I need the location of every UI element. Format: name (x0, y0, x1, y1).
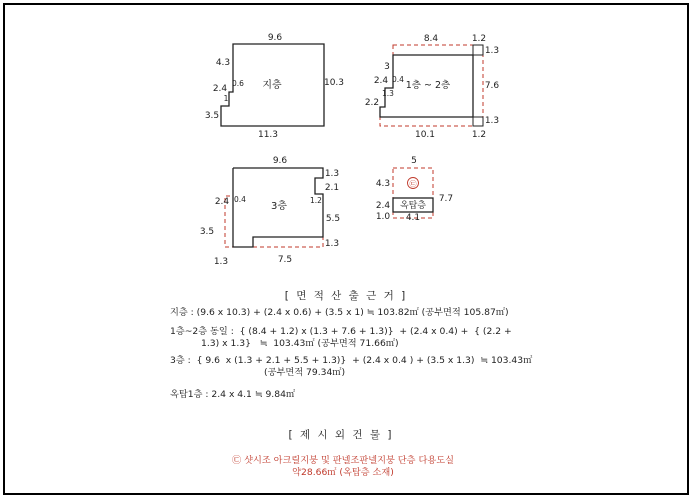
floor12-dim-left-top: 3 (384, 62, 390, 72)
basement-label: 지층 (262, 80, 282, 91)
basement-dim-bottom: 11.3 (257, 130, 279, 140)
basement-dim-left-mid: 2.4 (212, 84, 228, 94)
area-line-floor12-b: 1.3) x 1.3} ≒ 103.43㎡ (공부면적 71.66㎡) (201, 338, 399, 349)
floor12-corner-top (473, 45, 483, 55)
rooftop-dim-left-mid: 2.4 (375, 201, 391, 211)
floor12-dim-left-mid: 2.4 (373, 76, 389, 86)
floor3-dim-right-top: 1.3 (324, 169, 340, 179)
area-line-floor3-b: (공부면적 79.34㎡) (264, 367, 346, 378)
floor3-dim-top: 9.6 (272, 156, 288, 166)
area-section-header: [ 면 적 산 출 근 거 ] (284, 290, 408, 302)
floor12-dim-step-a: 0.4 (392, 75, 404, 84)
floor12-dim-right-bottom: 1.3 (484, 116, 500, 126)
floor3-dim-left-bottom: 3.5 (199, 227, 215, 237)
plan-floor3 (200, 156, 340, 267)
basement-dim-right: 10.3 (323, 78, 345, 88)
basement-dim-step-a: 0.6 (232, 79, 244, 88)
rooftop-dim-left-top: 4.3 (375, 179, 391, 189)
floor12-label: 1층 ~ 2층 (405, 80, 451, 91)
rooftop-dim-bottom: 4.1 (405, 213, 421, 223)
exhibit-line-area: 약28.66㎡ (옥탑층 소재) (292, 467, 394, 478)
floor3-dim-bottom-left: 1.3 (213, 257, 229, 267)
exhibit-section-header: [ 제 시 외 건 물 ] (288, 429, 394, 441)
floor3-dim-right-notch: 2.1 (324, 183, 340, 193)
basement-dim-step-b: 1 (223, 94, 229, 103)
rooftop-dim-top: 5 (411, 156, 417, 166)
floor3-dim-bottom: 7.5 (277, 255, 293, 265)
rooftop-label: 옥탑층 (399, 201, 427, 211)
area-line-basement: 지층 : (9.6 x 10.3) + (2.4 x 0.6) + (3.5 x 1) ≒ 103.82㎡ (공부면적 105.87㎡) (170, 307, 509, 318)
floor12-dim-top: 8.4 (423, 34, 439, 44)
plan-floor12 (365, 34, 500, 140)
area-line-floor3-a: 3층 : { 9.6 x (1.3 + 2.1 + 5.5 + 1.3)} + (2.4 x 0.4 ) + (3.5 x 1.3) ≒ 103.43㎡ (170, 355, 533, 366)
floor3-dim-left-mid: 2.4 (214, 197, 230, 207)
plan-basement (205, 33, 344, 140)
floor3-dim-step-a: 0.4 (234, 195, 246, 204)
floor3-dim-right-bottom: 1.3 (324, 239, 340, 249)
basement-dim-top: 9.6 (267, 33, 283, 43)
floor12-dim-right: 7.6 (484, 81, 500, 91)
plan-rooftop (376, 156, 453, 223)
floor3-dim-right-mid: 5.5 (325, 214, 341, 224)
rooftop-dim-left-bottom: 1.0 (375, 212, 391, 222)
basement-dim-left-top: 4.3 (215, 58, 231, 68)
floor3-dim-notch-w: 1.2 (310, 196, 322, 205)
floor12-dim-top-right: 1.2 (471, 34, 487, 44)
area-line-floor12-a: 1층~2층 동일 : { (8.4 + 1.2) x (1.3 + 7.6 + 1.3)} + (2.4 x 0.4) + { (2.2 + (170, 326, 512, 337)
exhibit-line-description: ㉢ 샷시조 아크릴지붕 및 판넬조판넬지붕 단층 다용도실 (232, 455, 454, 466)
floor12-dim-step-b: 1.3 (382, 89, 394, 98)
floor12-dim-bottom: 10.1 (414, 130, 436, 140)
floor12-dim-left-bottom: 2.2 (364, 98, 380, 108)
floor12-dim-right-top: 1.3 (484, 46, 500, 56)
basement-dim-left-bottom: 3.5 (204, 111, 220, 121)
area-line-rooftop: 옥탑1층 : 2.4 x 4.1 ≒ 9.84㎡ (170, 389, 296, 400)
rooftop-symbol: ㉢ (409, 180, 417, 188)
floor3-label: 3층 (270, 201, 288, 212)
floor12-dim-bottom-right: 1.2 (471, 130, 487, 140)
rooftop-dim-right: 7.7 (438, 194, 454, 204)
floor12-corner-bottom (473, 117, 483, 126)
